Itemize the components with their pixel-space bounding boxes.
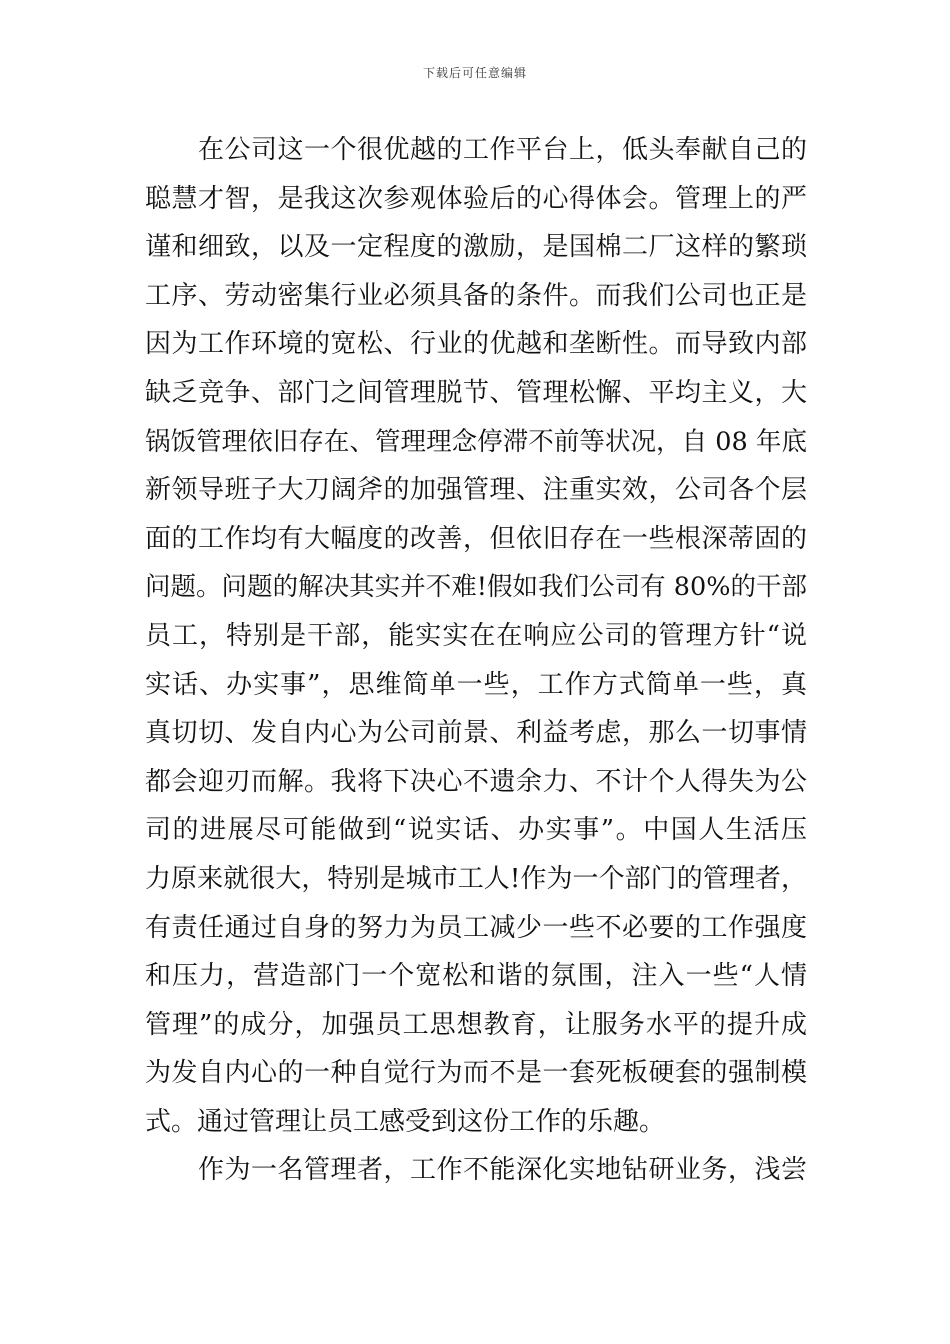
paragraph-1 (145, 126, 807, 1146)
text-line: 和压力，营造部门一个宽松和谐的氛围，注入一些“人情 (145, 961, 807, 992)
text-line: 问题。问题的解决其实并不难!假如我们公司有 80%的干部 (145, 572, 807, 603)
paragraph-2 (145, 1146, 807, 1195)
text-line: 式。通过管理让员工感受到这份工作的乐趣。 (145, 1106, 666, 1137)
text-line: 员工，特别是干部，能实实在在响应公司的管理方针“说 (145, 620, 807, 651)
text-line: 实话、办实事”，思维简单一些，工作方式简单一些，真 (145, 669, 807, 700)
text-line: 管理”的成分，加强员工思想教育，让服务水平的提升成 (145, 1009, 807, 1040)
text-line: 真切切、发自内心为公司前景、利益考虑，那么一切事情 (145, 718, 807, 749)
text-line: 谨和细致，以及一定程度的激励，是国棉二厂这样的繁琐 (145, 232, 807, 263)
text-line: 为发自内心的一种自觉行为而不是一套死板硬套的强制模 (145, 1058, 807, 1089)
text-line: 有责任通过自身的努力为员工减少一些不必要的工作强度 (145, 912, 807, 943)
text-line: 工序、劳动密集行业必须具备的条件。而我们公司也正是 (145, 280, 807, 311)
text-line: 力原来就很大，特别是城市工人!作为一个部门的管理者， (145, 863, 807, 894)
text-line: 都会迎刃而解。我将下决心不遗余力、不计个人得失为公 (145, 766, 807, 797)
text-line: 作为一名管理者，工作不能深化实地钻研业务，浅尝 (145, 1155, 807, 1186)
text-line: 面的工作均有大幅度的改善，但依旧存在一些根深蒂固的 (145, 523, 807, 554)
text-line: 因为工作环境的宽松、行业的优越和垄断性。而导致内部 (145, 329, 807, 360)
header-note: 下载后可任意编辑 (422, 66, 527, 80)
text-line: 司的进展尽可能做到“说实话、办实事”。中国人生活压 (145, 815, 807, 846)
text-line: 新领导班子大刀阔斧的加强管理、注重实效，公司各个层 (145, 475, 807, 506)
body-text (145, 126, 807, 1195)
text-line: 聪慧才智，是我这次参观体验后的心得体会。管理上的严 (145, 183, 807, 214)
text-line: 在公司这一个很优越的工作平台上，低头奉献自己的 (145, 135, 807, 165)
text-line: 缺乏竞争、部门之间管理脱节、管理松懈、平均主义，大 (145, 377, 807, 408)
text-line: 锅饭管理依旧存在、管理理念停滞不前等状况，自 08 年底 (145, 426, 807, 457)
